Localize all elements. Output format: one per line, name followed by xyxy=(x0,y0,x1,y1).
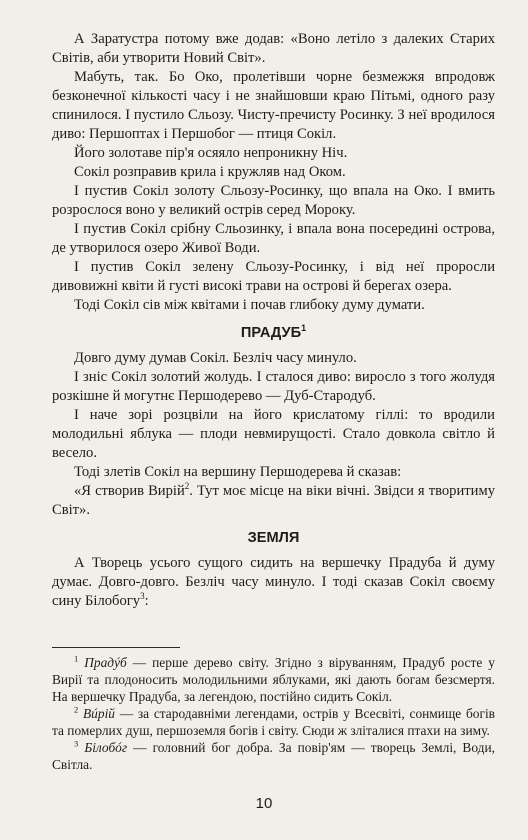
section-heading-zemlya xyxy=(52,529,495,548)
paragraph-text-end: : xyxy=(144,593,149,609)
paragraph-text: А Творець усього сущого сидить на вершечку Прадуба й думу думає. Довго-довго. Безліч часу минуло. І тоді сказав Сокіл своєму сину Білобогу xyxy=(52,555,495,609)
page-number: 10 xyxy=(255,795,273,812)
paragraph: І пустив Сокіл зелену Сльозу-Росинку, і від неї проросли дивовижні квіти й густі високі трави на острові й берегах озера. xyxy=(52,259,495,294)
footnote-marker: 1 xyxy=(301,323,307,334)
footnote-text: — перше дерево світу. Згідно з віруванням, Прадуб росте у Вирії та плодоносить молодильними яблуками, які дають богам безсмертя. На вершечку Прадуба, за легендою, постійно сидить Сокіл. xyxy=(52,655,495,704)
paragraph xyxy=(52,554,495,611)
footnote-marker: 2 xyxy=(184,481,190,492)
heading-text: ПРАДУБ xyxy=(240,325,302,341)
footnote-number: 3 xyxy=(74,738,79,749)
quote-text: «Я створив Вирій xyxy=(74,483,185,499)
footnote-term: Білобóг xyxy=(84,740,128,755)
quote-text-end: . Тут моє місце на віки вічні. Звідси я творитиму Світ». xyxy=(52,483,495,518)
footnote xyxy=(52,739,495,773)
section-heading-pradub xyxy=(52,324,495,343)
heading-text: ЗЕМЛЯ xyxy=(247,530,300,546)
paragraph: І зніс Сокіл золотий жолудь. І сталося диво: виросло з того жолудя розкішне й могутнє Першодерево — Дуб-Стародуб. xyxy=(52,369,495,404)
paragraph: Сокіл розправив крила і кружляв над Оком. xyxy=(74,164,346,180)
paragraph: Мабуть, так. Бо Око, пролетівши чорне безмежжя впродовж безконечної кількості часу і не знайшовши краю Пітьмі, одного разу спинилося. І пустило Сльозу. Чисту-пречисту Росинку. З неї вродилося диво: Першоптах і Першобог — птиця Сокіл. xyxy=(52,69,495,142)
paragraph: А Заратустра потому вже додав: «Воно летіло з далеких Старих Світів, аби утворити Новий Світ». xyxy=(52,31,495,66)
footnote-term: Вúрій xyxy=(83,706,115,721)
paragraph: Його золотаве пір'я осяяло непроникну Ніч. xyxy=(74,145,348,161)
paragraph: І пустив Сокіл срібну Сльозинку, і впала вона посередині острова, де утворилося озеро Живої Води. xyxy=(52,221,495,256)
footnote-text: — за стародавніми легендами, острів у Всесвіті, сонмище богів та померлих душ, першоземля богів і світу. Сюди ж зліталися птахи на зиму. xyxy=(52,706,495,738)
footnote xyxy=(52,654,495,705)
footnote-divider xyxy=(52,647,180,648)
footnote-text: — головний бог добра. За повір'ям — творець Землі, Води, Світла. xyxy=(52,740,495,772)
footnote-marker: 3 xyxy=(140,591,145,602)
paragraph: Тоді злетів Сокіл на вершину Першодерева й сказав: xyxy=(74,464,402,480)
paragraph: Тоді Сокіл сів між квітами і почав глибоку думу думати. xyxy=(74,297,425,313)
quote-paragraph xyxy=(52,482,495,520)
paragraph: І пустив Сокіл золоту Сльозу-Росинку, що впала на Око. І вмить розрослося воно у великий острів серед Мороку. xyxy=(52,183,495,218)
footnote-number: 2 xyxy=(74,704,79,715)
footnote xyxy=(52,705,495,739)
footnote-term: Прадýб xyxy=(84,655,127,670)
paragraph: Довго думу думав Сокіл. Безліч часу минуло. xyxy=(74,350,357,366)
page-content xyxy=(52,30,495,773)
footnote-number: 1 xyxy=(74,653,79,664)
paragraph: І наче зорі розцвіли на його крислатому гіллі: то вродили молодильні яблука — плоди невмирущості. Стало довкола світло й весело. xyxy=(52,407,495,461)
